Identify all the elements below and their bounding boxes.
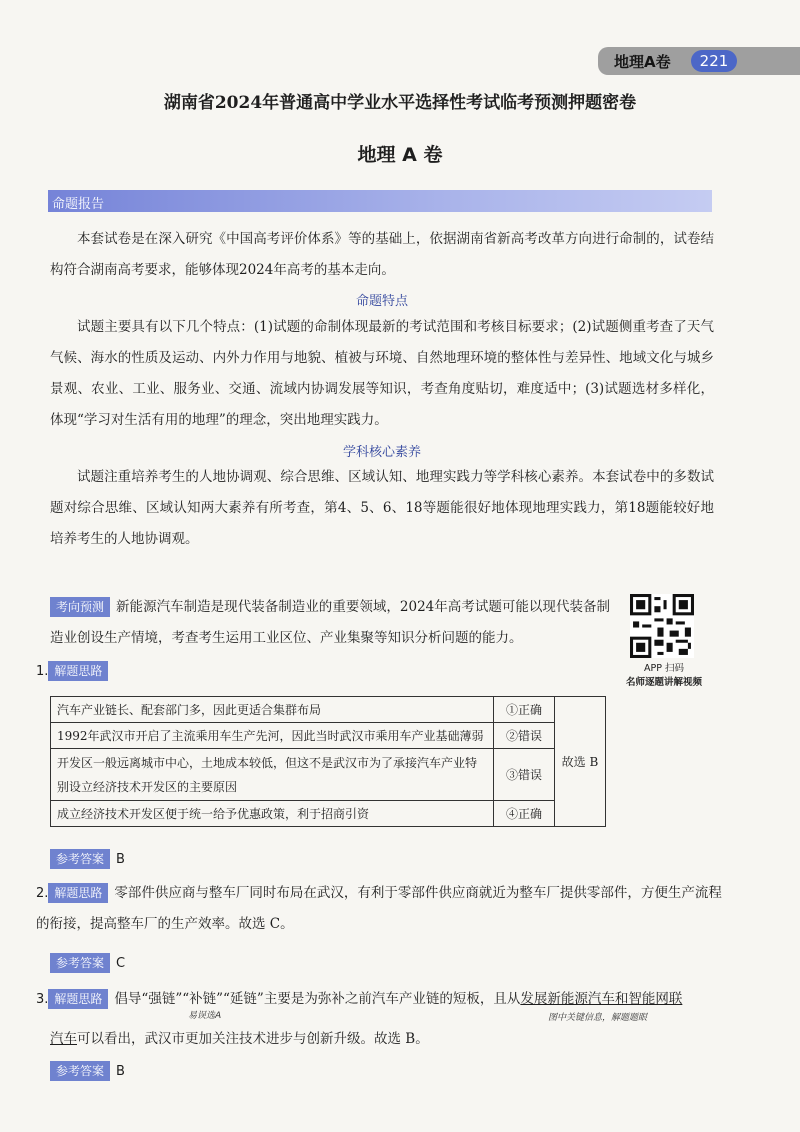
trend-block [50, 592, 610, 654]
q3-note-1: 易误选A [188, 1011, 222, 1021]
qr-caption-line1: APP 扫码 [644, 663, 684, 674]
q3-text-b: 发展新能源汽车和智能网联 [520, 991, 683, 1007]
table-row [51, 723, 606, 749]
q3-number: 3. [36, 992, 49, 1007]
q3-line-2 [50, 1024, 730, 1054]
report-banner [48, 190, 712, 212]
q1-answer-value: B [116, 852, 125, 867]
q1-tag: 解题思路 [48, 661, 108, 681]
table-cell-statement: 1992年武汉市开启了主流乘用车生产先河，因此当时武汉市乘用车产业基础薄弱 [51, 723, 494, 749]
table-cell-mark: ②错误 [494, 723, 555, 749]
q3-answer-tag: 参考答案 [50, 1061, 110, 1081]
exam-subtitle: 地理 A 卷 [357, 144, 443, 166]
q1-answer-tag: 参考答案 [50, 849, 110, 869]
core-heading: 学科核心素养 [342, 445, 421, 460]
q3-text-a: 倡导“强链”“补链”“延链”主要是为弥补之前汽车产业链的短板，且从 [114, 991, 521, 1007]
table-cell-mark: ④正确 [494, 801, 555, 827]
table-row [51, 697, 606, 723]
q1-header [36, 660, 114, 681]
table-cell-statement: 开发区一般远离城市中心，土地成本较低，但这不是武汉市为了承接汽车产业特别设立经济技术开发区的主要原因 [51, 749, 494, 801]
q1-answer [50, 844, 730, 875]
q2-answer [50, 948, 730, 979]
report-intro: 本套试卷是在深入研究《中国高考评价体系》等的基础上，依据湖南省新高考改革方向进行命制的，试卷结构符合湖南高考要求，能够体现2024年高考的基本走向。 [50, 231, 714, 278]
q1-analysis-table [50, 696, 606, 827]
table-cell-statement: 汽车产业链长、配套部门多，因此更适合集群布局 [51, 697, 494, 723]
table-cell-mark: ③错误 [494, 749, 555, 801]
core-text: 试题注重培养考生的人地协调观、综合思维、区域认知、地理实践力等学科核心素养。本套试卷中的多数试题对综合思维、区域认知两大素养有所考查，第4、5、6、18等题能很好地体现地理实践力，第18题能较好地培养考生的人地协调观。 [50, 469, 714, 547]
q2-block [36, 878, 726, 939]
qr-caption [604, 662, 724, 690]
q2-tag: 解题思路 [48, 883, 108, 903]
trend-text: 新能源汽车制造是现代装备制造业的重要领域，2024年高考试题可能以现代装备制造业创设生产情境，考查考生运用工业区位、产业集聚等知识分析问题的能力。 [50, 599, 610, 646]
page-number: 221 [691, 50, 737, 72]
q3-note-2: 图中关键信息，解题题眼 [548, 1013, 648, 1023]
q2-text: 零部件供应商与整车厂同时布局在武汉，有利于零部件供应商就近为整车厂提供零部件，方便生产流程的衔接，提高整车厂的生产效率。故选 C。 [36, 885, 722, 932]
table-cell-mark: ①正确 [494, 697, 555, 723]
features-heading: 命题特点 [355, 294, 408, 309]
section-label: 地理A卷 [614, 53, 671, 71]
table-cell-verdict: 故选 B [555, 697, 606, 827]
q3-text-d: 可以看出，武汉市更加关注技术进步与创新升级。故选 B。 [77, 1031, 429, 1047]
table-cell-statement: 成立经济技术开发区便于统一给予优惠政策，利于招商引资 [51, 801, 494, 827]
exam-title: 湖南省2024年普通高中学业水平选择性考试临考预测押题密卷 [163, 93, 637, 113]
table-row [51, 749, 606, 801]
report-tag: 命题报告 [52, 197, 105, 212]
table-row [51, 801, 606, 827]
q1-number: 1. [36, 664, 49, 679]
q3-text-c: 汽车 [50, 1031, 77, 1047]
q3-answer-value: B [116, 1064, 125, 1079]
q2-answer-value: C [116, 956, 126, 971]
q3-tag: 解题思路 [48, 989, 108, 1009]
q2-answer-tag: 参考答案 [50, 953, 110, 973]
features-text: 试题主要具有以下几个特点：(1)试题的命制体现最新的考试范围和考核目标要求；(2)试题侧重考查了天气气候、海水的性质及运动、内外力作用与地貌、植被与环境、自然地理环境的整体性与差异性、地域文化与城乡景观、农业、工业、服务业、交通、流域内协调发展等知识，考查角度贴切，难度适中；(3)试题选材多样化，体现“学习对生活有用的地理”的理念，突出地理实践力。 [50, 319, 714, 428]
q2-number: 2. [36, 886, 49, 901]
q3-answer [50, 1056, 730, 1087]
trend-tag: 考向预测 [50, 597, 110, 617]
qr-caption-line2: 名师逐题讲解视频 [625, 677, 702, 688]
qr-code[interactable] [630, 594, 694, 658]
